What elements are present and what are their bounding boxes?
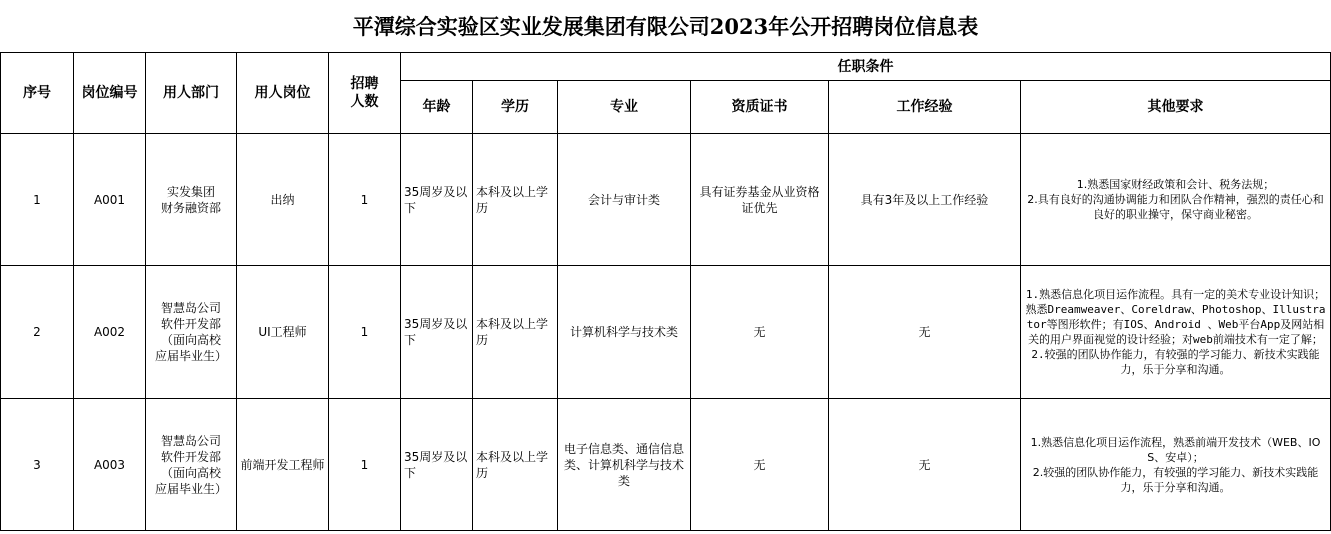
cell-age: 35周岁及以下 bbox=[401, 266, 473, 399]
dept-line: 应届毕业生） bbox=[154, 481, 227, 496]
cell-code: A003 bbox=[74, 399, 146, 531]
header-seq: 序号 bbox=[1, 53, 74, 134]
cell-education: 本科及以上学历 bbox=[473, 266, 558, 399]
cell-post: UI工程师 bbox=[237, 266, 329, 399]
header-certificate: 资质证书 bbox=[691, 81, 829, 134]
cell-code: A002 bbox=[74, 266, 146, 399]
cell-major: 电子信息类、通信信息类、计算机科学与技术类 bbox=[558, 399, 691, 531]
positions-table bbox=[0, 52, 1331, 531]
dept-line: 软件开发部 bbox=[160, 449, 221, 464]
cell-count: 1 bbox=[329, 399, 401, 531]
cell-count: 1 bbox=[329, 266, 401, 399]
cell-count: 1 bbox=[329, 134, 401, 266]
requirement-item: 2.较强的团队协作能力，有较强的学习能力、新技术实践能力，乐于分享和沟通。 bbox=[1031, 348, 1320, 376]
cell-certificate: 无 bbox=[691, 399, 829, 531]
cell-major: 计算机科学与技术类 bbox=[558, 266, 691, 399]
cell-code: A001 bbox=[74, 134, 146, 266]
dept-line: 实发集团 bbox=[166, 184, 215, 199]
cell-other bbox=[1021, 134, 1331, 266]
header-post: 用人岗位 bbox=[237, 53, 329, 134]
cell-dept bbox=[146, 266, 237, 399]
cell-dept bbox=[146, 134, 237, 266]
header-education: 学历 bbox=[473, 81, 558, 134]
header-count bbox=[329, 53, 401, 134]
page-title: 平潭综合实验区实业发展集团有限公司2023年公开招聘岗位信息表 bbox=[0, 0, 1331, 53]
cell-dept bbox=[146, 399, 237, 531]
cell-education: 本科及以上学历 bbox=[473, 399, 558, 531]
cell-seq: 1 bbox=[1, 134, 74, 266]
cell-age: 35周岁及以下 bbox=[401, 399, 473, 531]
table-row bbox=[1, 134, 1331, 266]
cell-experience: 无 bbox=[829, 399, 1021, 531]
cell-certificate: 无 bbox=[691, 266, 829, 399]
requirement-item: 1.熟悉国家财经政策和会计、税务法规； bbox=[1076, 178, 1275, 191]
dept-line: 软件开发部 bbox=[160, 317, 221, 331]
cell-major: 会计与审计类 bbox=[558, 134, 691, 266]
cell-other bbox=[1021, 266, 1331, 399]
header-count-line1: 招聘 bbox=[350, 76, 379, 92]
header-code: 岗位编号 bbox=[74, 53, 146, 134]
cell-post: 前端开发工程师 bbox=[237, 399, 329, 531]
cell-education: 本科及以上学历 bbox=[473, 134, 558, 266]
table-row bbox=[1, 266, 1331, 399]
cell-other bbox=[1021, 399, 1331, 531]
header-other: 其他要求 bbox=[1021, 81, 1331, 134]
cell-post: 出纳 bbox=[237, 134, 329, 266]
header-row-1 bbox=[1, 53, 1331, 81]
header-conditions: 任职条件 bbox=[401, 53, 1331, 81]
dept-line: （面向高校 bbox=[160, 333, 221, 347]
requirement-item: 2.较强的团队协作能力，有较强的学习能力、新技术实践能力，乐于分享和沟通。 bbox=[1032, 465, 1319, 494]
requirement-item: 1.熟悉信息化项目运作流程，熟悉前端开发技术（WEB、IOS、安卓）； bbox=[1030, 435, 1321, 464]
dept-line: 财务融资部 bbox=[160, 200, 221, 215]
requirement-item: 2.具有良好的沟通协调能力和团队合作精神，强烈的责任心和良好的职业操守，保守商业秘密。 bbox=[1027, 193, 1324, 221]
cell-seq: 2 bbox=[1, 266, 74, 399]
cell-experience: 具有3年及以上工作经验 bbox=[829, 134, 1021, 266]
header-experience: 工作经验 bbox=[829, 81, 1021, 134]
requirement-item: 1.熟悉信息化项目运作流程。具有一定的美术专业设计知识；熟悉Dreamweaver、Coreldraw、Photoshop、Illustrator等图形软件；有IOS、Android 、Web平台App及网站相关的用户界面视觉的设计经验；对web前端技术有一定了解； bbox=[1025, 288, 1326, 346]
cell-age: 35周岁及以下 bbox=[401, 134, 473, 266]
cell-seq: 3 bbox=[1, 399, 74, 531]
cell-certificate: 具有证券基金从业资格证优先 bbox=[691, 134, 829, 266]
table-row bbox=[1, 399, 1331, 531]
header-major: 专业 bbox=[558, 81, 691, 134]
dept-line: （面向高校 bbox=[160, 465, 221, 480]
header-age: 年龄 bbox=[401, 81, 473, 134]
dept-line: 智慧岛公司 bbox=[160, 301, 221, 315]
header-count-line2: 人数 bbox=[350, 94, 379, 110]
header-dept: 用人部门 bbox=[146, 53, 237, 134]
dept-line: 应届毕业生） bbox=[154, 349, 227, 363]
cell-experience: 无 bbox=[829, 266, 1021, 399]
dept-line: 智慧岛公司 bbox=[160, 433, 221, 448]
